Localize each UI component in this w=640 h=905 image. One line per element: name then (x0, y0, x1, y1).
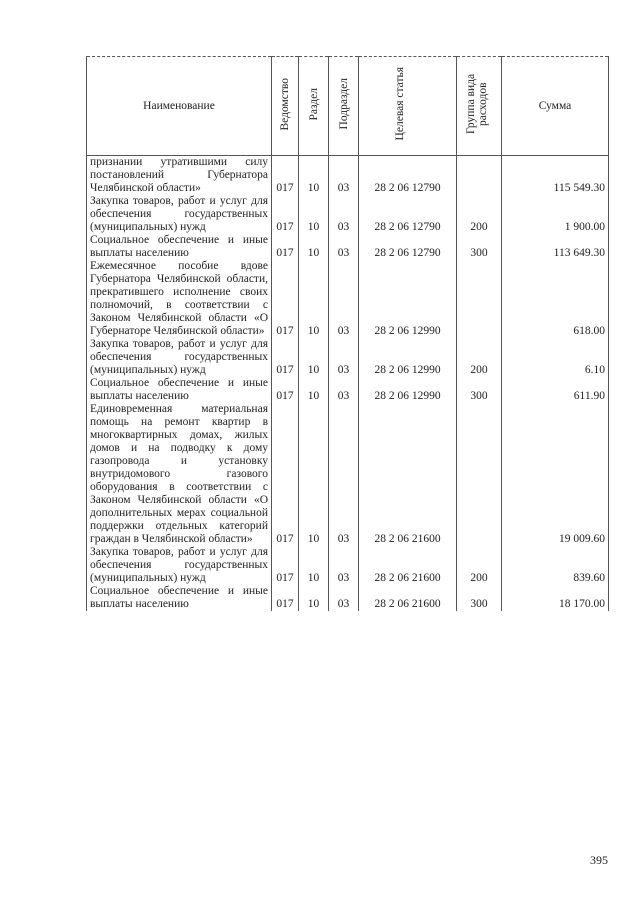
row-target-cell: 28 2 06 21600 (359, 403, 457, 546)
row-group-cell: 200 (457, 195, 502, 234)
table-header-row (87, 57, 609, 156)
row-vedomstvo-cell: 017 (272, 585, 299, 611)
row-name-cell: Закупка товаров, работ и услуг для обеспечения государственных (муниципальных) нужд (87, 195, 272, 234)
row-sum-cell: 839.60 (502, 546, 609, 585)
row-target-cell: 28 2 06 12990 (359, 377, 457, 403)
header-target-label: Целевая статья (393, 67, 406, 141)
budget-table (86, 56, 609, 611)
header-target (359, 57, 457, 156)
row-podrazdel-cell: 03 (329, 234, 359, 260)
row-target-cell: 28 2 06 21600 (359, 546, 457, 585)
row-sum-cell: 19 009.60 (502, 403, 609, 546)
row-sum-cell: 1 900.00 (502, 195, 609, 234)
row-vedomstvo-cell: 017 (272, 234, 299, 260)
row-podrazdel-cell: 03 (329, 338, 359, 377)
table-row (87, 585, 609, 611)
row-group-cell: 200 (457, 546, 502, 585)
row-sum-cell: 115 549.30 (502, 156, 609, 196)
row-sum-cell: 618.00 (502, 260, 609, 338)
row-razdel-cell: 10 (299, 403, 329, 546)
row-group-cell: 300 (457, 585, 502, 611)
row-razdel-cell: 10 (299, 338, 329, 377)
header-razdel-label: Раздел (307, 87, 320, 121)
row-group-cell: 200 (457, 338, 502, 377)
row-target-cell: 28 2 06 21600 (359, 585, 457, 611)
header-razdel (299, 57, 329, 156)
row-razdel-cell: 10 (299, 195, 329, 234)
row-vedomstvo-cell: 017 (272, 377, 299, 403)
row-vedomstvo-cell: 017 (272, 260, 299, 338)
row-name-cell: Закупка товаров, работ и услуг для обеспечения государственных (муниципальных) нужд (87, 546, 272, 585)
row-name-cell: Социальное обеспечение и иные выплаты населению (87, 234, 272, 260)
row-podrazdel-cell: 03 (329, 546, 359, 585)
table-row (87, 260, 609, 338)
header-group-label: Группа вида расходов (465, 73, 489, 135)
row-sum-cell: 113 649.30 (502, 234, 609, 260)
header-group (457, 57, 502, 156)
row-target-cell: 28 2 06 12790 (359, 156, 457, 196)
table-row (87, 546, 609, 585)
table-row (87, 338, 609, 377)
row-sum-cell: 6.10 (502, 338, 609, 377)
row-target-cell: 28 2 06 12990 (359, 338, 457, 377)
row-podrazdel-cell: 03 (329, 585, 359, 611)
row-razdel-cell: 10 (299, 377, 329, 403)
header-podrazdel-label: Подраздел (337, 78, 350, 130)
row-group-cell: 300 (457, 234, 502, 260)
header-vedomstvo-label: Ведомство (279, 77, 291, 131)
page-number: 395 (590, 853, 608, 867)
row-razdel-cell: 10 (299, 156, 329, 196)
table-row (87, 403, 609, 546)
row-podrazdel-cell: 03 (329, 403, 359, 546)
row-vedomstvo-cell: 017 (272, 338, 299, 377)
header-vedomstvo (272, 57, 299, 156)
header-podrazdel (329, 57, 359, 156)
row-name-cell: Ежемесячное пособие вдове Губернатора Челябинской области, прекратившего исполнение своих полномочий, в соответствии с Законом Челябинской области «О Губернаторе Челябинской области» (87, 260, 272, 338)
row-group-cell: 300 (457, 377, 502, 403)
row-target-cell: 28 2 06 12790 (359, 234, 457, 260)
row-razdel-cell: 10 (299, 234, 329, 260)
row-group-cell (457, 260, 502, 338)
row-razdel-cell: 10 (299, 546, 329, 585)
row-target-cell: 28 2 06 12790 (359, 195, 457, 234)
table-row (87, 234, 609, 260)
row-group-cell (457, 156, 502, 196)
row-sum-cell: 18 170.00 (502, 585, 609, 611)
table-row (87, 156, 609, 196)
row-name-cell: Социальное обеспечение и иные выплаты населению (87, 585, 272, 611)
row-group-cell (457, 403, 502, 546)
row-vedomstvo-cell: 017 (272, 403, 299, 546)
row-name-cell: Социальное обеспечение и иные выплаты населению (87, 377, 272, 403)
row-razdel-cell: 10 (299, 585, 329, 611)
table-row (87, 195, 609, 234)
header-sum: Сумма (502, 57, 609, 156)
row-vedomstvo-cell: 017 (272, 156, 299, 196)
row-name-cell: признании утратившими силу постановлений Губернатора Челябинской области» (87, 156, 272, 196)
table-body (87, 156, 609, 612)
header-name: Наименование (87, 57, 272, 156)
row-razdel-cell: 10 (299, 260, 329, 338)
row-vedomstvo-cell: 017 (272, 195, 299, 234)
row-podrazdel-cell: 03 (329, 195, 359, 234)
row-vedomstvo-cell: 017 (272, 546, 299, 585)
row-podrazdel-cell: 03 (329, 260, 359, 338)
row-podrazdel-cell: 03 (329, 377, 359, 403)
table-row (87, 377, 609, 403)
row-name-cell: Закупка товаров, работ и услуг для обеспечения государственных (муниципальных) нужд (87, 338, 272, 377)
row-sum-cell: 611.90 (502, 377, 609, 403)
row-podrazdel-cell: 03 (329, 156, 359, 196)
row-name-cell: Единовременная материальная помощь на ремонт квартир в многоквартирных домах, жилых домов и на подводку к дому газопровода и установку внутридомового газового оборудования в соответствии с Законом Челябинской области «О дополнительных мерах социальной поддержки отдельных категорий граждан в Челябинской области» (87, 403, 272, 546)
row-target-cell: 28 2 06 12990 (359, 260, 457, 338)
